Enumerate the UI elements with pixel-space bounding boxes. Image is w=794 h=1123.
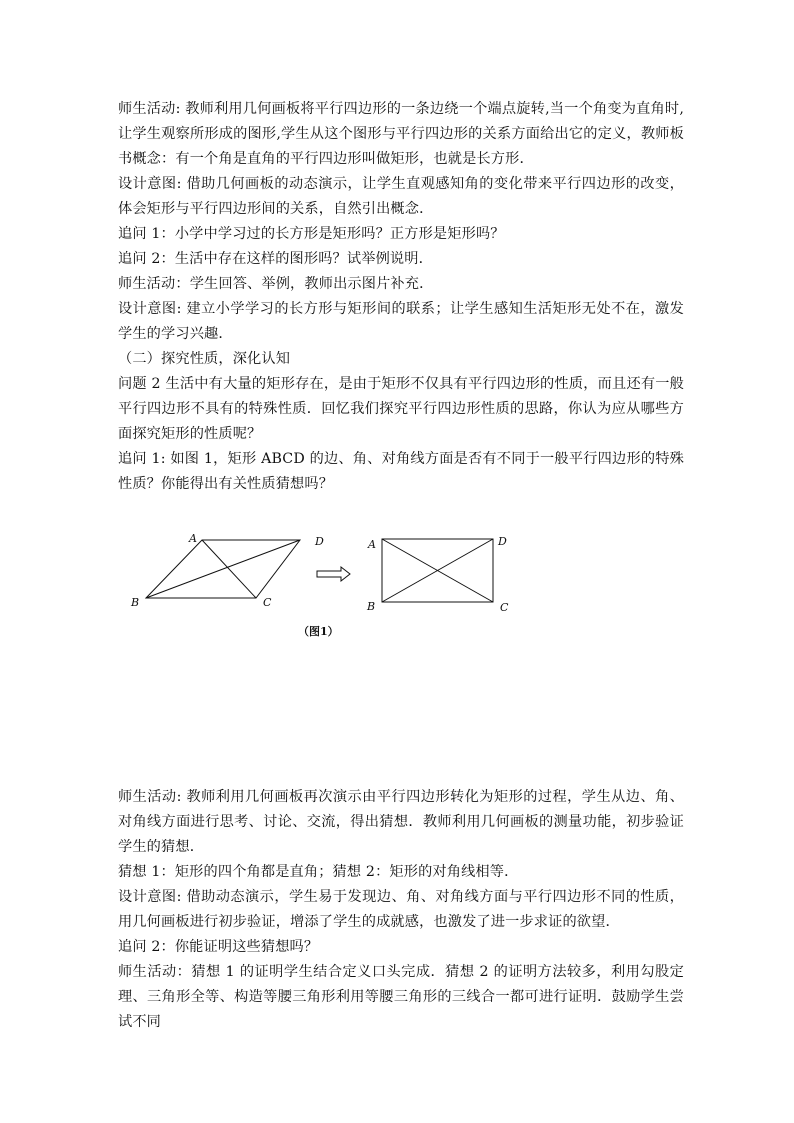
- rectangle-label-b: B: [367, 600, 376, 613]
- paragraph-followup-3: 追问 1: 如图 1，矩形 ABCD 的边、角、对角线方面是否有不同于一般平行四边形的特殊性质？你能得出有关性质猜想吗？: [118, 451, 684, 492]
- rectangle-label-a: A: [368, 538, 376, 551]
- paragraph-design-intent-2: 设计意图: 建立小学学习的长方形与矩形间的联系；让学生感知生活矩形无处不在，激发学生的学习兴趣．: [118, 301, 684, 342]
- figure-1: [0, 520, 794, 650]
- paragraph-teacher-activity-2: 师生活动：学生回答、举例，教师出示图片补充．: [118, 276, 434, 292]
- paragraph-conjectures: 猜想 1：矩形的四个角都是直角；猜想 2：矩形的对角线相等．: [118, 864, 519, 880]
- parallelogram-diagonal-ac: [202, 540, 256, 598]
- rectangle-label-c: C: [500, 601, 509, 614]
- paragraph-teacher-activity-3: 师生活动: 教师利用几何画板再次演示由平行四边形转化为矩形的过程，学生从边、角、对角线方面进行思考、讨论、交流，得出猜想．教师利用几何画板的测量功能，初步验证学生的猜想．: [118, 789, 684, 855]
- paragraph-followup-1: 追问 1：小学中学习过的长方形是矩形吗？正方形是矩形吗？: [118, 226, 505, 242]
- rectangle-label-d: D: [498, 535, 507, 548]
- right-arrow-icon: [317, 567, 350, 581]
- rectangle-figure: [366, 535, 509, 614]
- paragraph-question-2: 问题 2 生活中有大量的矩形存在，是由于矩形不仅具有平行四边形的性质，而且还有一般平行四边形不具有的特殊性质．回忆我们探究平行四边形性质的思路，你认为应从哪些方面探究矩形的性质呢？: [118, 376, 684, 442]
- paragraph-followup-2: 追问 2：生活中存在这样的图形吗？试举例说明．: [118, 251, 433, 267]
- section-heading-2: （二）探究性质，深化认知: [118, 351, 291, 367]
- paragraph-design-intent-1: 设计意图: 借助几何画板的动态演示，让学生直观感知角的变化带来平行四边形的改变，体会矩形与平行四边形间的关系，自然引出概念．: [118, 176, 684, 217]
- paragraph-teacher-activity-4: 师生活动：猜想 1 的证明学生结合定义口头完成．猜想 2 的证明方法较多，利用勾股定理、三角形全等、构造等腰三角形利用等腰三角形的三线合一都可进行证明．鼓励学生尝试不同: [118, 964, 684, 1030]
- paragraph-followup-4: 追问 2：你能证明这些猜想吗？: [118, 939, 319, 955]
- parallelogram-label-b: B: [131, 596, 140, 609]
- parallelogram-label-a: A: [189, 532, 197, 545]
- parallelogram-label-c: C: [263, 596, 272, 609]
- parallelogram-diagonal-bd: [146, 540, 300, 598]
- parallelogram-figure: [130, 532, 324, 609]
- paragraph-design-intent-3: 设计意图: 借助动态演示，学生易于发现边、角、对角线方面与平行四边形不同的性质，用几何画板进行初步验证，增添了学生的成就感，也激发了进一步求证的欲望．: [118, 889, 684, 930]
- parallelogram-label-d: D: [315, 535, 324, 548]
- paragraph-teacher-activity-1: 师生活动: 教师利用几何画板将平行四边形的一条边绕一个端点旋转,当一个角变为直角时,让学生观察所形成的图形,学生从这个图形与平行四边形的关系方面给出它的定义，教师板书概念：有一个角是直角的平行四边形叫做矩形，也就是长方形．: [118, 101, 684, 167]
- figure-caption: （图1）: [298, 625, 339, 638]
